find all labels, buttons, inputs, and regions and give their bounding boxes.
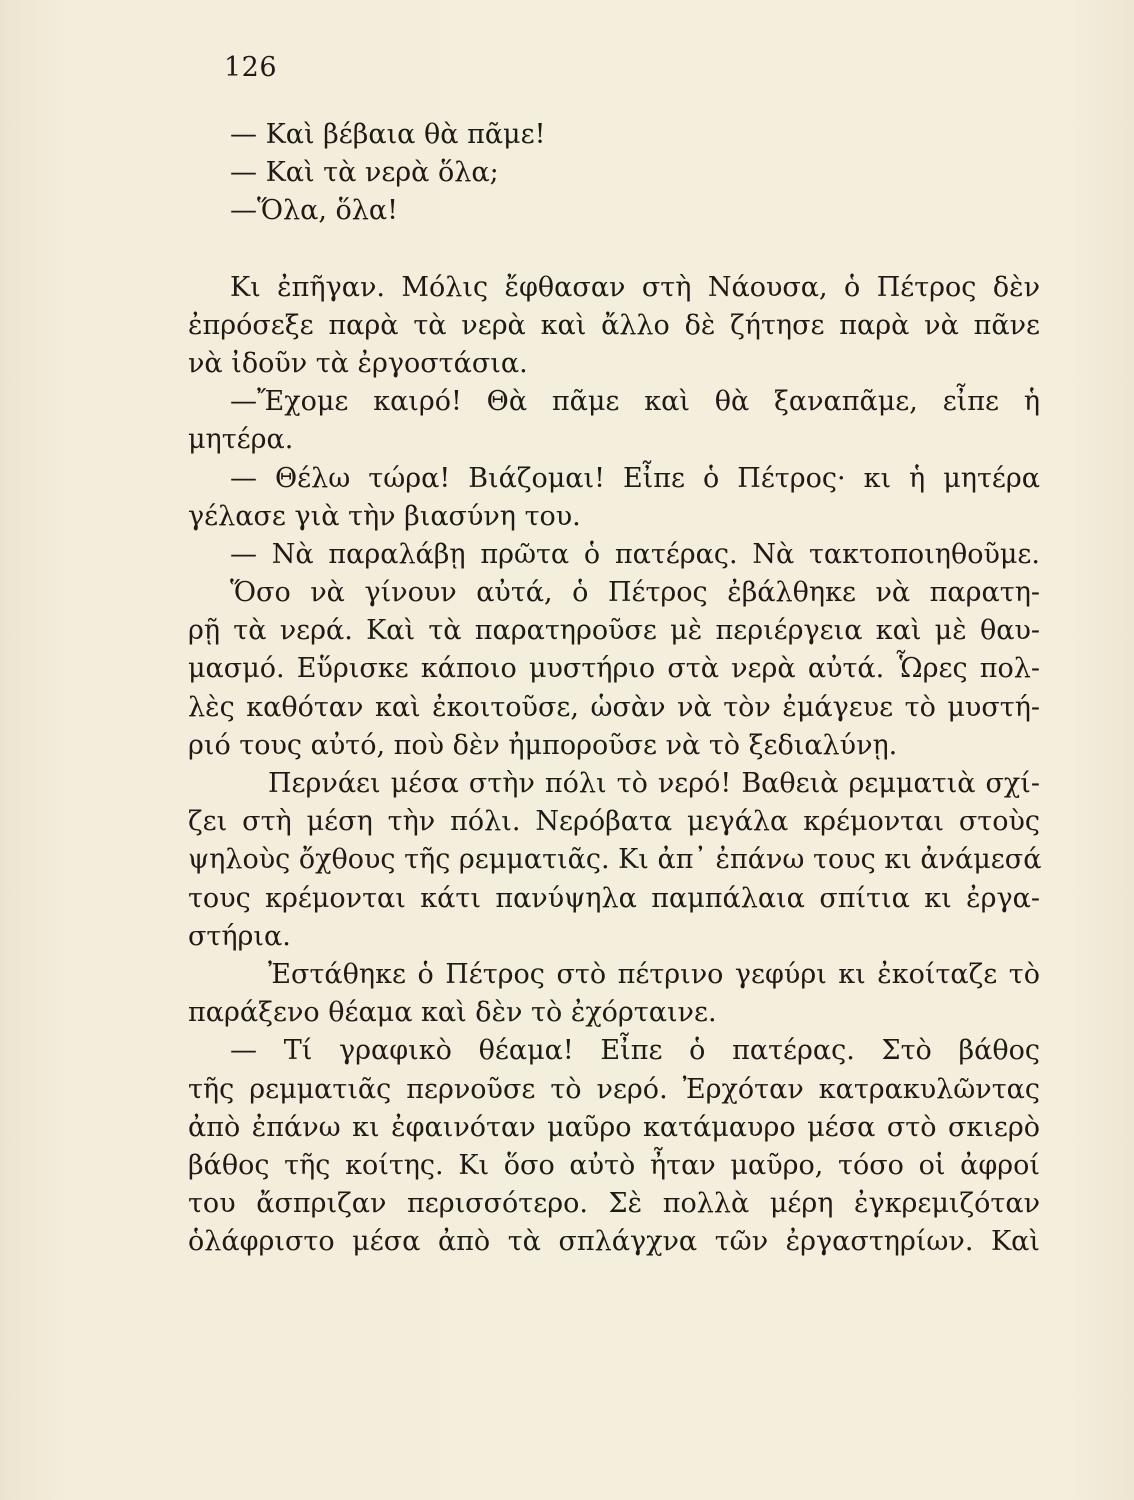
text-line: —Ἔχομε καιρό! Θὰ πᾶμε καὶ θὰ ξαναπᾶμε, εἶπε ἡ [230, 386, 1040, 418]
text-line: ριό τους αὐτό, ποὺ δὲν ἠμποροῦσε νὰ τὸ ξεδιαλύνῃ. [188, 729, 898, 761]
text-line: — Καὶ βέβαια θὰ πᾶμε! [230, 119, 546, 150]
text-line: — Νὰ παραλάβῃ πρῶτα ὁ πατέρας. Νὰ τακτοποιηθοῦμε. [230, 538, 1040, 570]
text-line: — Καὶ τὰ νερὰ ὅλα; [230, 157, 499, 189]
text-line: — Τί γραφικὸ θέαμα! Εἶπε ὁ πατέρας. Στὸ βάθος [230, 1035, 1040, 1067]
page-number: 126 [224, 52, 278, 83]
text-line: του ἄσπριζαν περισσότερο. Σὲ πολλὰ μέρη ἐγκρεμιζόταν [188, 1188, 1040, 1220]
text-line: ἐπρόσεξε παρὰ τὰ νερὰ καὶ ἄλλο δὲ ζήτησε παρὰ νὰ πᾶνε [188, 309, 1040, 341]
text-line: Ὅσο νὰ γίνουν αὐτά, ὁ Πέτρος ἐβάλθηκε νὰ παρατη- [230, 577, 1040, 609]
text-line: τους κρέμονται κάτι πανύψηλα παμπάλαια σπίτια κι ἐργα- [188, 882, 1040, 914]
text-line: λὲς καθόταν καὶ ἐκοιτοῦσε, ὡσὰν νὰ τὸν ἐμάγευε τὸ μυστή- [188, 691, 1040, 723]
text-line: νὰ ἰδοῦν τὰ ἐργοστάσια. [188, 347, 528, 379]
text-line: τῆς ρεμματιᾶς περνοῦσε τὸ νερό. Ἐρχόταν κατρακυλῶντας [188, 1073, 1040, 1105]
text-line: ὁλάφριστο μέσα ἀπὸ τὰ σπλάγχνα τῶν ἐργαστηρίων. Καὶ [188, 1226, 1040, 1258]
body-text [188, 116, 1040, 1261]
text-line: γέλασε γιὰ τὴν βιασύνη του. [188, 500, 581, 532]
text-line: — Θέλω τώρα! Βιάζομαι! Εἶπε ὁ Πέτρος· κι ἡ μητέρα [230, 462, 1040, 494]
text-line: ζει στὴ μέση τὴν πόλι. Νερόβατα μεγάλα κρέμονται στοὺς [188, 806, 1040, 838]
text-line: Κι ἐπῆγαν. Μόλις ἔφθασαν στὴ Νάουσα, ὁ Πέτρος δὲν [230, 271, 1040, 303]
text-line: ψηλοὺς ὄχθους τῆς ρεμματιᾶς. Κι ἀπ᾽ ἐπάνω τους κι ἀνάμεσά [188, 844, 1042, 876]
text-line: Ἐστάθηκε ὁ Πέτρος στὸ πέτρινο γεφύρι κι ἐκοίταζε τὸ [268, 958, 1040, 990]
text-line: —Ὅλα, ὅλα! [230, 195, 398, 227]
text-line: μασμό. Εὕρισκε κάποιο μυστήριο στὰ νερὰ αὐτά. Ὧρες πολ- [188, 653, 1040, 685]
text-line: ρῇ τὰ νερά. Καὶ τὰ παρατηροῦσε μὲ περιέργεια καὶ μὲ θαυ- [188, 615, 1040, 647]
text-line: παράξενο θέαμα καὶ δὲν τὸ ἐχόρταινε. [188, 997, 717, 1029]
text-line: στήρια. [188, 920, 291, 952]
text-line: ἀπὸ ἐπάνω κι ἐφαινόταν μαῦρο κατάμαυρο μέσα στὸ σκιερὸ [188, 1111, 1040, 1143]
text-line: Περνάει μέσα στὴν πόλι τὸ νερό! Βαθειὰ ρεμματιὰ σχί- [268, 768, 1040, 799]
text-line: μητέρα. [188, 424, 294, 456]
text-line: βάθος τῆς κοίτης. Κι ὅσο αὐτὸ ἦταν μαῦρο, τόσο οἱ ἀφροί [188, 1149, 1040, 1181]
